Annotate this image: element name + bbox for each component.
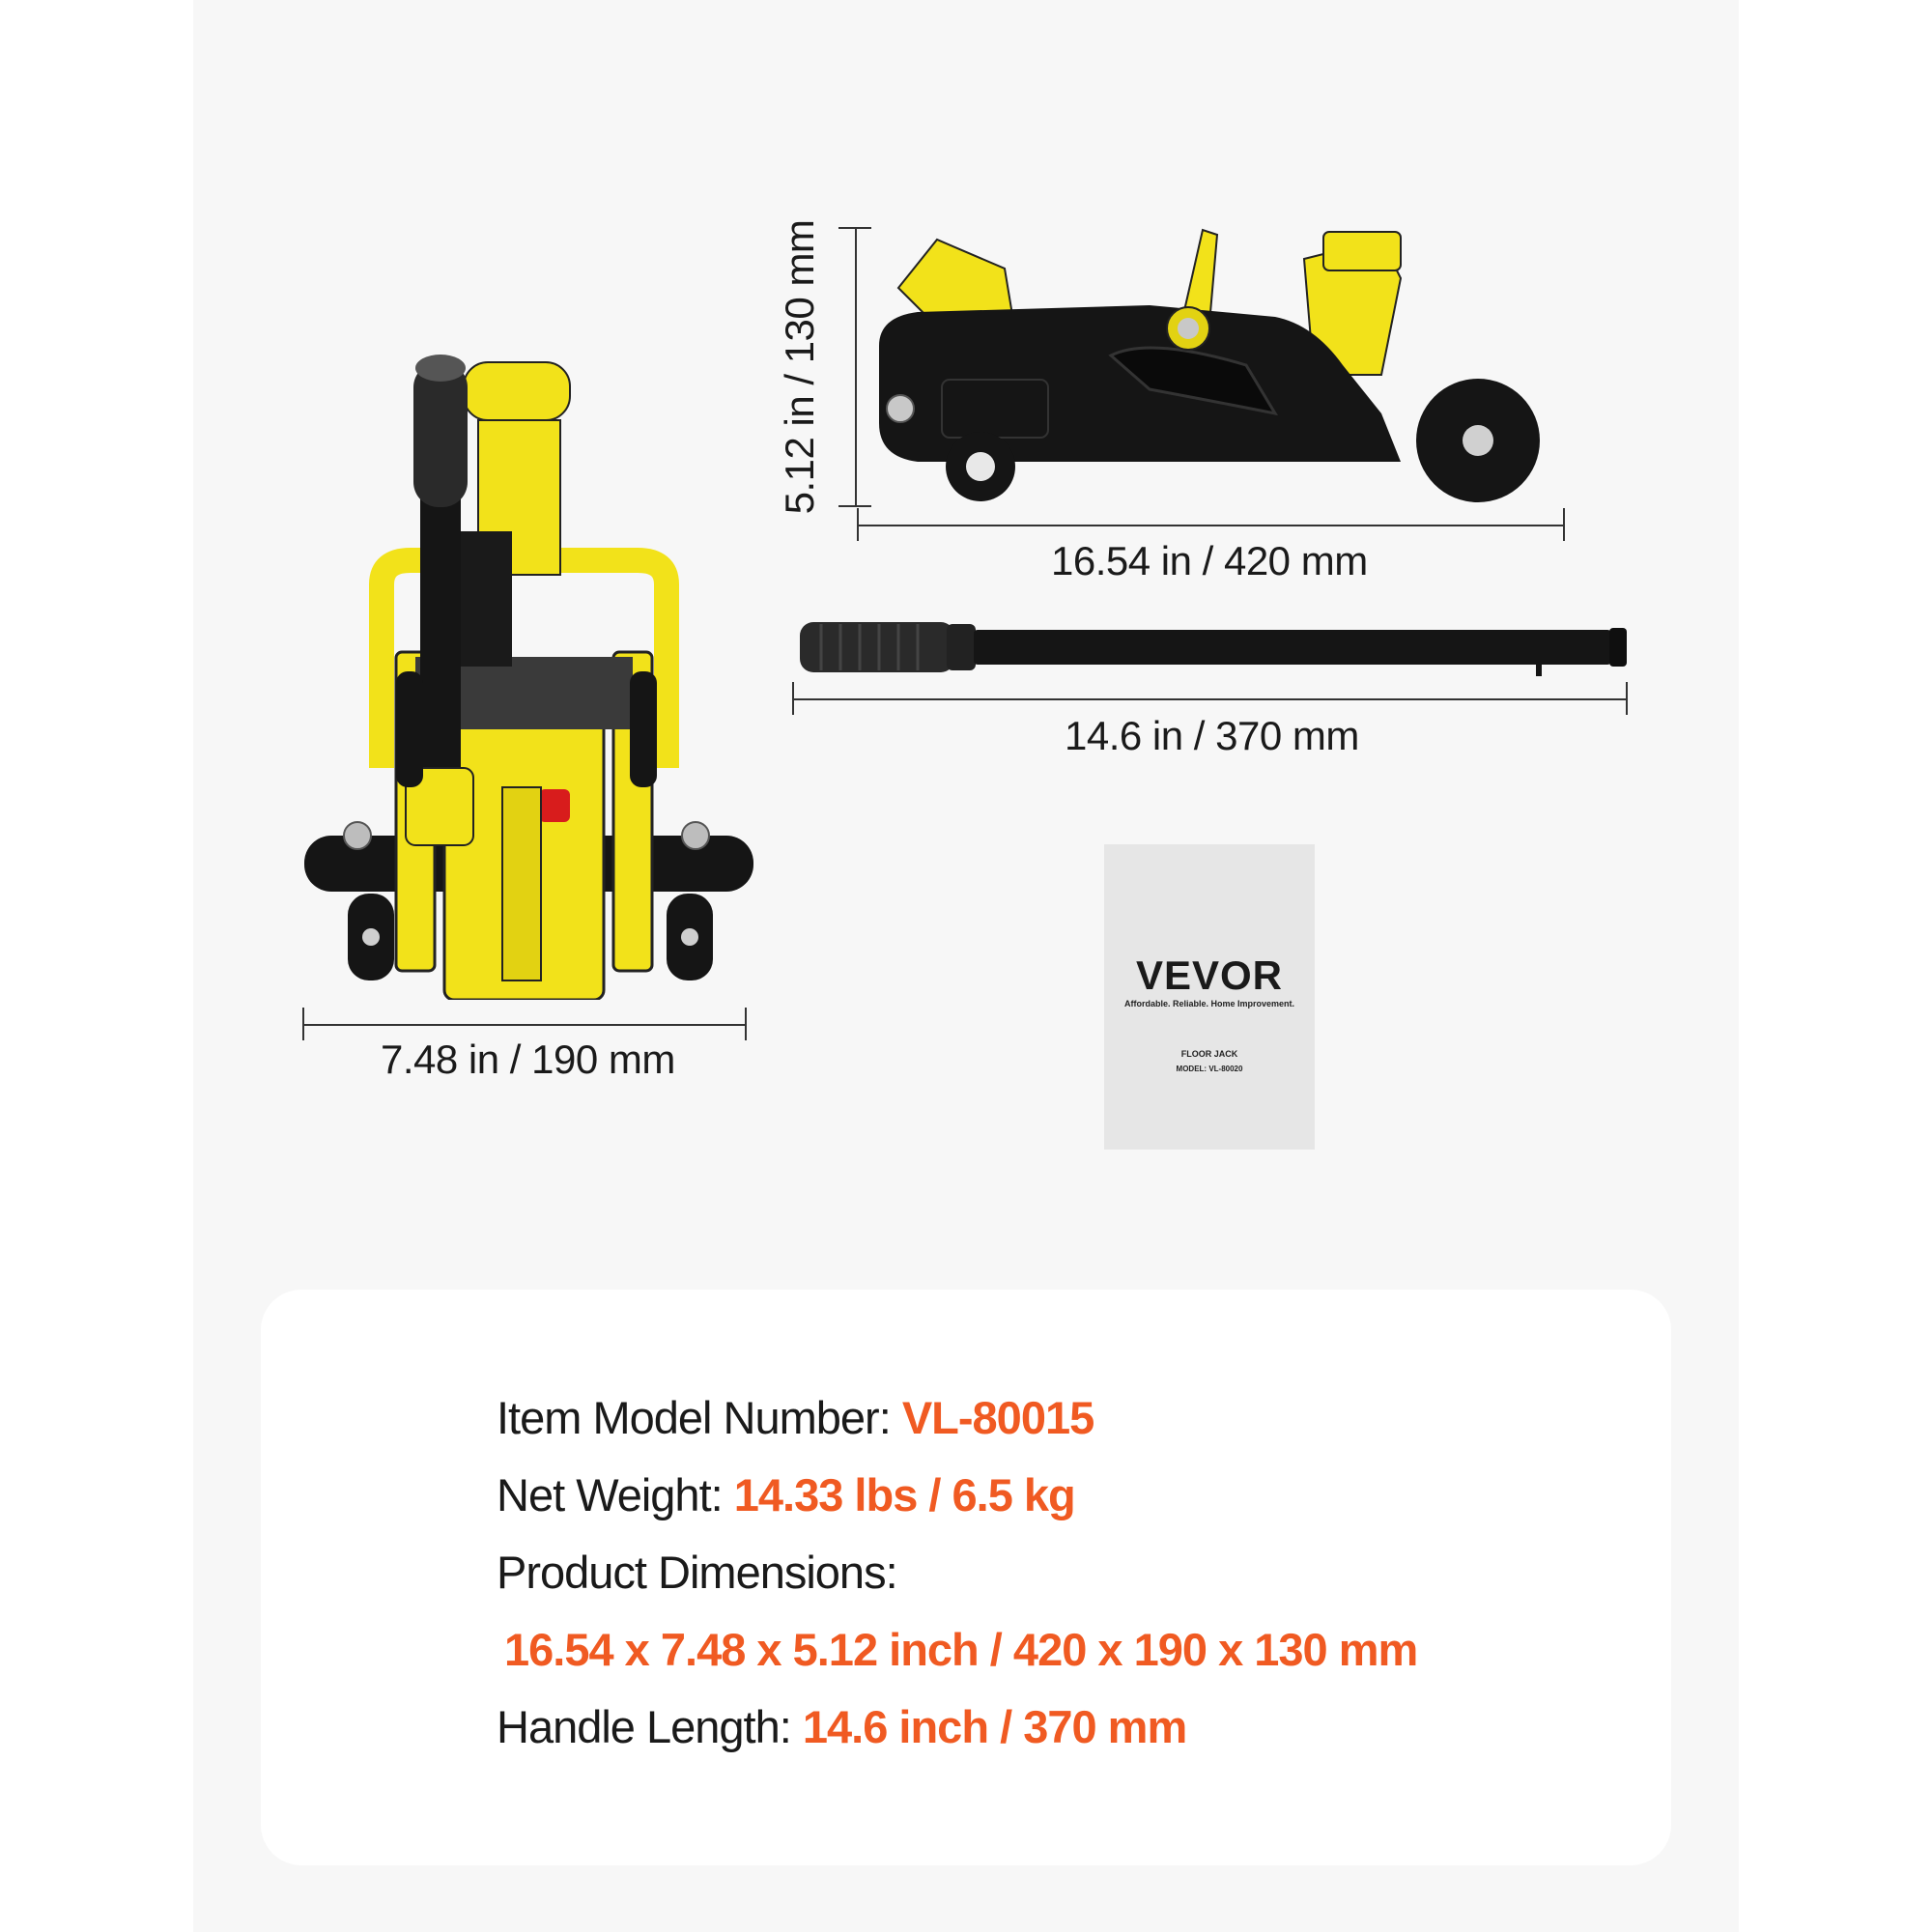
spec-model-row <box>497 1391 1094 1444</box>
floor-jack-front-view-image <box>290 343 773 1000</box>
spec-model-label: Item Model Number: <box>497 1392 891 1443</box>
manual-brand-logo: VEVOR <box>1135 952 1284 998</box>
spec-dimensions-row <box>497 1546 897 1599</box>
spec-model-value: VL-80015 <box>901 1392 1094 1443</box>
width-dimension-label: 7.48 in / 190 mm <box>381 1037 675 1082</box>
spec-handle-label: Handle Length: <box>497 1701 791 1752</box>
width-dimension-line <box>302 1024 747 1026</box>
floor-jack-side-view-image <box>860 220 1565 510</box>
instruction-manual <box>1104 844 1315 1150</box>
handle-dimension-cap-right <box>1626 682 1628 715</box>
width-dimension-cap-right <box>745 1008 747 1040</box>
length-dimension-label: 16.54 in / 420 mm <box>1051 538 1368 583</box>
spec-weight-row <box>497 1468 1075 1521</box>
spec-handle-row <box>497 1700 1186 1753</box>
length-dimension-cap-right <box>1563 508 1565 541</box>
height-dimension-label: 5.12 in / 130 mm <box>777 219 822 515</box>
width-dimension-cap-left <box>302 1008 304 1040</box>
height-dimension-line <box>855 227 857 507</box>
length-dimension-cap-left <box>857 508 859 541</box>
length-dimension-line <box>857 525 1565 526</box>
spec-dimensions-label: Product Dimensions: <box>497 1547 897 1598</box>
spec-weight-label: Net Weight: <box>497 1469 723 1520</box>
height-dimension-cap-bottom <box>838 505 871 507</box>
handle-dimension-line <box>792 698 1628 700</box>
spec-handle-value: 14.6 inch / 370 mm <box>802 1701 1187 1752</box>
spec-dimensions-value-row <box>504 1623 1417 1676</box>
height-dimension-cap-top <box>838 227 871 229</box>
spec-dimensions-value: 16.54 x 7.48 x 5.12 inch / 420 x 190 x 130 mm <box>504 1624 1418 1675</box>
handle-dimension-cap-left <box>792 682 794 715</box>
handle-dimension-label: 14.6 in / 370 mm <box>1065 713 1359 758</box>
manual-title: FLOOR JACK <box>1180 1049 1238 1059</box>
spec-weight-value: 14.33 lbs / 6.5 kg <box>733 1469 1075 1520</box>
manual-model: MODEL: VL-80020 <box>1176 1065 1243 1073</box>
spec-card <box>261 1290 1671 1865</box>
jack-handle-image <box>792 618 1633 676</box>
manual-tagline: Affordable. Reliable. Home Improvement. <box>1123 999 1295 1009</box>
